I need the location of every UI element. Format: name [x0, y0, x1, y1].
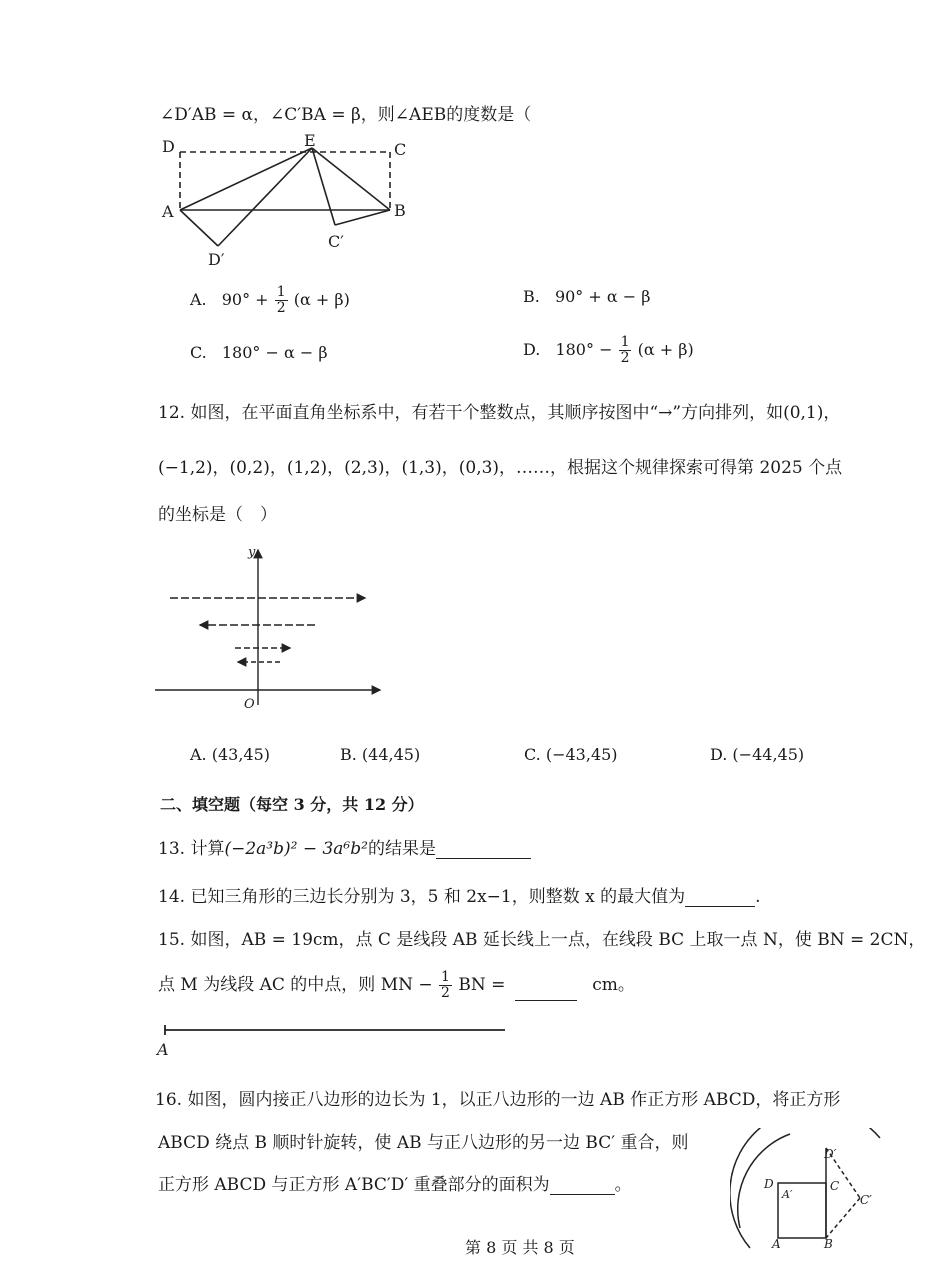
q11-label-e: E [304, 131, 316, 150]
q15-answer-blank[interactable] [515, 984, 577, 1001]
q15-label-a: A [157, 1040, 169, 1059]
q13-post: 的结果是 [367, 839, 436, 859]
q12-label-o: O [244, 697, 255, 712]
section-title: 二、填空题（每空 3 分，共 12 分） [160, 795, 424, 814]
q16-label-b: B [824, 1237, 833, 1250]
q15-frac-num: 1 [441, 969, 450, 985]
q15-frac [439, 970, 452, 1001]
q11-option-d-post: (α + β) [637, 340, 694, 359]
q12-line3: 的坐标是（ ） [158, 505, 277, 525]
q14-answer-blank[interactable] [685, 890, 755, 907]
q16-figure [730, 1128, 900, 1250]
q11-option-a-pre: 90° + [221, 290, 269, 309]
q11-option-a-label: A. [190, 290, 207, 309]
q13-answer-blank[interactable] [436, 842, 531, 859]
page-footer: 第 8 页 共 8 页 [465, 1238, 575, 1257]
q11-option-a [190, 285, 350, 316]
q16-label-d-prime: D′ [824, 1147, 837, 1161]
q15-figure [155, 1022, 515, 1062]
q11-option-a-den: 2 [276, 300, 286, 316]
q11-option-c-label: C. [190, 343, 207, 362]
q11-option-d-pre: 180° − [555, 340, 613, 359]
q11-option-d [523, 335, 694, 366]
q11-figure [150, 130, 430, 275]
q11-option-a-post: (α + β) [293, 290, 350, 309]
q16-label-a-prime: A′ [782, 1188, 793, 1201]
q11-option-d-den: 2 [620, 350, 630, 366]
q16-line3 [158, 1170, 632, 1195]
q16-label-d: D [764, 1177, 774, 1191]
q11-label-c-prime: C′ [328, 232, 344, 251]
q11-stem: ∠D′AB = α，∠C′BA = β，则∠AEB的度数是（ [160, 105, 532, 125]
q15-line2-post: BN = [458, 975, 506, 995]
q12-option-c: C. (−43,45) [524, 745, 618, 764]
q14 [158, 882, 761, 907]
q16-label-c-prime: C′ [860, 1193, 872, 1207]
q13-pre: 13. 计算 [158, 839, 225, 859]
q15-line2-pre: 点 M 为线段 AC 的中点，则 MN − [158, 975, 433, 995]
q16-end: 。 [614, 1175, 632, 1195]
q12-line1: 12. 如图，在平面直角坐标系中，有若干个整数点，其顺序按图中“→”方向排列，如(0,1)， [158, 403, 841, 423]
q16-label-a: A [772, 1237, 781, 1250]
q14-text: 14. 已知三角形的三边长分别为 3，5 和 2x−1，则整数 x 的最大值为 [158, 887, 686, 907]
q12-option-b: B. (44,45) [340, 745, 421, 764]
q11-label-b: B [394, 201, 406, 220]
q11-option-a-num: 1 [276, 284, 286, 300]
q11-option-b-label: B. [523, 287, 540, 306]
q11-option-d-num: 1 [620, 334, 630, 350]
q11-label-d-prime: D′ [208, 250, 225, 269]
q16-answer-blank[interactable] [550, 1178, 615, 1195]
q15-line1: 15. 如图，AB = 19cm，点 C 是线段 AB 延长线上一点，在线段 BC 上取一点 N，使 BN = 2CN， [158, 930, 926, 950]
q11-option-d-label: D. [523, 340, 541, 359]
q12-label-y: y [248, 545, 256, 560]
q14-end: . [755, 887, 761, 907]
q11-option-c [190, 343, 328, 362]
q11-label-c: C [394, 140, 407, 159]
q15-line2 [158, 970, 635, 1001]
q13 [158, 834, 531, 859]
q12-figure [140, 540, 400, 715]
q12-option-d: D. (−44,45) [710, 745, 805, 764]
q12-option-a: A. (43,45) [190, 745, 271, 764]
q16-line2: ABCD 绕点 B 顺时针旋转，使 AB 与正八边形的另一边 BC′ 重合，则 [158, 1133, 689, 1153]
q11-option-b [523, 287, 651, 306]
q16-label-c: C [830, 1179, 840, 1193]
q12-line2: (−1,2)，(0,2)，(1,2)，(2,3)，(1,3)，(0,3)，……，根据这个规律探索可得第 2025 个点 [158, 458, 843, 478]
q15-unit: cm。 [592, 975, 635, 995]
q11-option-c-text: 180° − α − β [221, 343, 328, 362]
q11-option-d-frac [619, 335, 632, 366]
q13-expr: (−2a³b)² − 3a⁶b² [224, 839, 368, 859]
q16-line3-text: 正方形 ABCD 与正方形 A′BC′D′ 重叠部分的面积为 [158, 1175, 550, 1195]
q11-option-a-frac [275, 285, 288, 316]
q11-label-d: D [162, 137, 175, 156]
q16-line1: 16. 如图，圆内接正八边形的边长为 1，以正八边形的一边 AB 作正方形 ABCD，将正方形 [155, 1090, 841, 1110]
q11-option-b-text: 90° + α − β [554, 287, 651, 306]
q15-frac-den: 2 [441, 985, 450, 1001]
q11-label-a: A [162, 202, 174, 221]
